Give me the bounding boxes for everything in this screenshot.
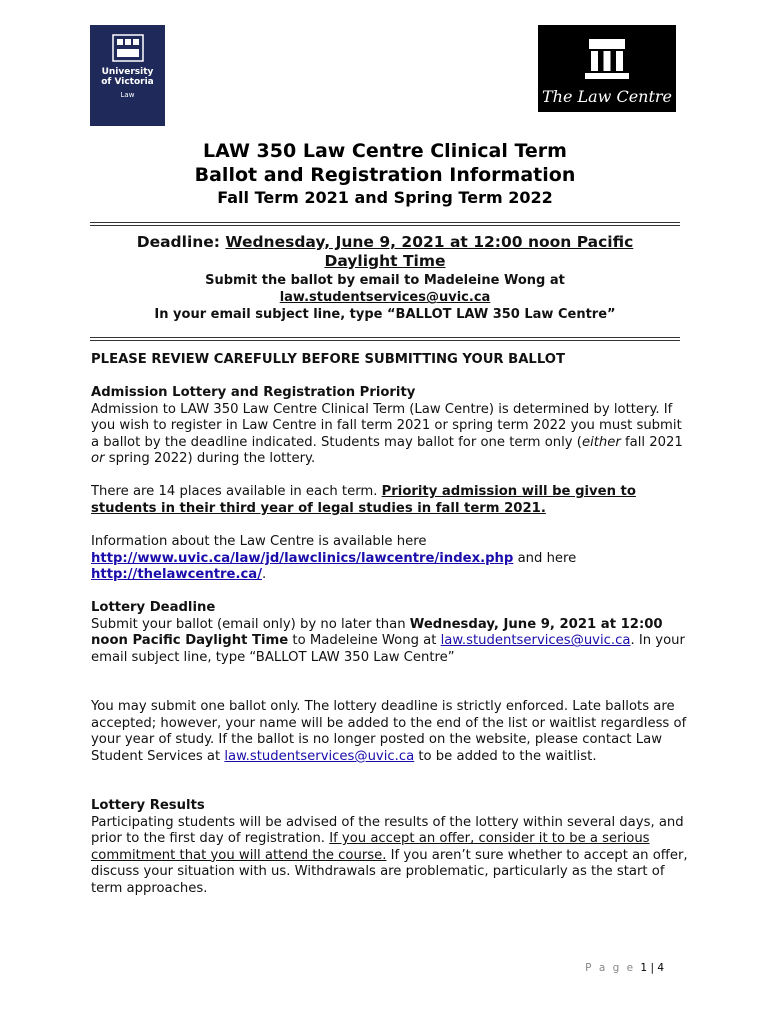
lottery-deadline-paragraph-2 xyxy=(91,699,691,765)
lottery-deadline-heading: Lottery Deadline xyxy=(91,600,216,615)
page-label: P a g e xyxy=(585,962,636,974)
lr-text-a: Participating students will be advised of the results of the lottery within several days, and prior to the first day of registration. xyxy=(91,814,684,847)
info-text-and-here: and here xyxy=(513,550,577,566)
page-footer xyxy=(585,962,664,974)
ld-p1-deadline: Wednesday, June 9, 2021 at 12:00 noon Pacific Daylight Time xyxy=(91,616,663,649)
page-number: 1 | 4 xyxy=(640,962,664,974)
admission-p1-or: or xyxy=(91,451,105,467)
lottery-deadline-paragraph-1 xyxy=(91,617,691,667)
ld-p2-email-link[interactable]: law.studentservices@uvic.ca xyxy=(224,748,415,764)
law-centre-logo-text: The Law Centre xyxy=(541,87,673,106)
law-centre-emblem-icon xyxy=(577,31,637,83)
bottom-double-rule xyxy=(90,337,680,341)
lottery-results-heading: Lottery Results xyxy=(91,798,205,813)
lawcentre-uvic-link[interactable]: http://www.uvic.ca/law/jd/lawclinics/lawcentre/index.php xyxy=(91,550,514,566)
lr-commitment-text: If you accept an offer, consider it to be a serious commitment that you will attend the course. xyxy=(91,831,650,863)
document-title-line2: Ballot and Registration Information xyxy=(194,164,576,186)
admission-heading: Admission Lottery and Registration Priority xyxy=(91,385,416,400)
deadline-date-part2: Daylight Time xyxy=(324,252,446,270)
uvic-logo-line3: Law xyxy=(120,91,135,99)
admission-p1-text-c: spring 2022) during the lottery. xyxy=(104,451,316,467)
admission-paragraph-1 xyxy=(91,402,691,468)
uvic-crest-icon xyxy=(111,33,145,63)
submit-email[interactable]: law.studentservices@uvic.ca xyxy=(279,290,491,305)
document-title-line1: LAW 350 Law Centre Clinical Term xyxy=(203,140,567,162)
lottery-results-section xyxy=(91,798,691,898)
ld-p1-text-b: to Madeleine Wong at xyxy=(288,633,441,649)
info-text: Information about the Law Centre is available here xyxy=(91,534,427,549)
top-double-rule xyxy=(90,222,680,226)
law-centre-logo xyxy=(538,25,676,112)
ld-p1-text-a: Submit your ballot (email only) by no later than xyxy=(91,616,410,632)
submit-instructions xyxy=(90,272,680,323)
admission-p1-either: either xyxy=(581,434,621,450)
deadline-label: Deadline: xyxy=(136,233,226,251)
admission-p1-text-b: fall 2021 xyxy=(620,434,683,450)
admission-p1-text-a: Admission to LAW 350 Law Centre Clinical Term (Law Centre) is determined by lottery. If you wish to register in Law Centre in fall term 2021 or spring term 2022 you must submit a ballot by the deadline indicated. Students may ballot for one term only ( xyxy=(91,401,682,450)
admission-paragraph-2 xyxy=(91,484,691,517)
lottery-deadline-section xyxy=(91,600,691,666)
lr-text-b: If you aren’t sure whether to accept an offer, discuss your situation with us. Withdrawals are problematic, particularly as the start of term approaches. xyxy=(91,847,688,896)
ld-p2-text-a: You may submit one ballot only. The lottery deadline is strictly enforced. Late ballots are accepted; however, your name will be added to the end of the list or waitlist regardless of your year of study. If the ballot is no longer posted on the website, please contact Law Student Services at xyxy=(91,699,687,764)
admission-p2-text: There are 14 places available in each term. xyxy=(91,484,382,499)
uvic-logo-line2: of Victoria xyxy=(101,77,154,87)
admission-section xyxy=(91,385,691,468)
document-subtitle: Fall Term 2021 and Spring Term 2022 xyxy=(217,188,553,207)
admission-paragraph-3 xyxy=(91,534,691,584)
priority-admission-text: Priority admission will be given to students in their third year of legal studies in fall term 2021. xyxy=(91,484,636,516)
submit-line: Submit the ballot by email to Madeleine Wong at xyxy=(205,273,565,288)
deadline-box xyxy=(90,233,680,271)
deadline-date-part1: Wednesday, June 9, 2021 at 12:00 noon Pacific xyxy=(225,233,634,251)
uvic-logo-line1: University xyxy=(101,67,154,77)
uvic-law-logo xyxy=(90,25,165,126)
thelawcentre-link[interactable]: http://thelawcentre.ca/ xyxy=(91,567,263,583)
info-text-period: . xyxy=(262,567,267,583)
lottery-results-paragraph xyxy=(91,815,691,898)
ld-p1-email-link[interactable]: law.studentservices@uvic.ca xyxy=(440,633,631,649)
ld-p2-text-b: to be added to the waitlist. xyxy=(414,748,597,764)
subject-line: In your email subject line, type “BALLOT LAW 350 Law Centre” xyxy=(154,307,616,322)
review-heading: PLEASE REVIEW CAREFULLY BEFORE SUBMITTING YOUR BALLOT xyxy=(91,352,565,367)
ld-p1-text-c: . In your email subject line, type “BALLOT LAW 350 Law Centre” xyxy=(91,633,685,665)
